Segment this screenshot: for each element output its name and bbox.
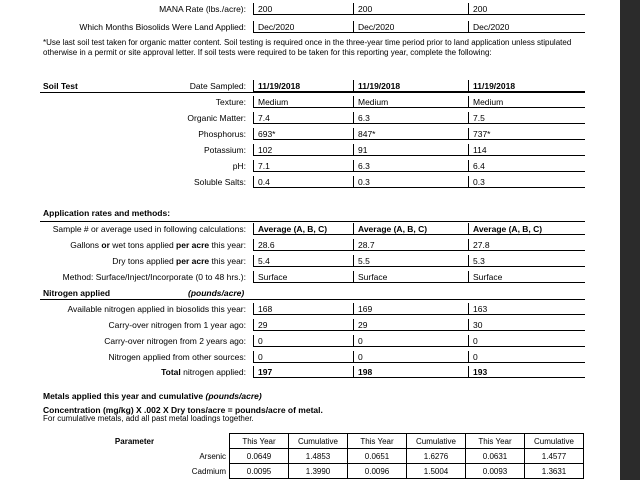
months-applied-row	[40, 21, 585, 33]
soil-row	[40, 128, 585, 140]
cell: 6.3	[353, 160, 468, 172]
cell: Medium	[353, 96, 468, 108]
cell: 169	[353, 303, 468, 315]
cell: 0.0095	[230, 464, 289, 479]
row-label: Available nitrogen applied in biosolids this year:	[67, 304, 246, 314]
cell: Average (A, B, C)	[253, 223, 353, 235]
row-label: Sample # or average used in following calculations:	[52, 224, 246, 234]
cell: 7.5	[468, 112, 585, 124]
divider	[40, 221, 585, 222]
row-label: Phosphorus:	[198, 129, 246, 139]
cell: 5.3	[468, 255, 585, 267]
soil-row	[40, 176, 585, 188]
cell: 5.5	[353, 255, 468, 267]
divider	[40, 92, 585, 93]
cell: 7.4	[253, 112, 353, 124]
cell: 200	[353, 3, 468, 15]
cell: 7.1	[253, 160, 353, 172]
cell: Average (A, B, C)	[468, 223, 585, 235]
row-label: Soluble Salts:	[194, 177, 246, 187]
cell: 6.3	[353, 112, 468, 124]
cell: 114	[468, 144, 585, 156]
nitrogen-row	[40, 303, 585, 315]
header-cell: Cumulative	[289, 434, 348, 449]
row-label: Date Sampled:	[189, 81, 246, 91]
metals-table	[40, 433, 584, 479]
metals-heading: Metals applied this year and cumulative (pounds/acre)	[43, 391, 262, 401]
cell: Surface	[253, 271, 353, 283]
cell: 27.8	[468, 239, 585, 251]
cell: 163	[468, 303, 585, 315]
soil-row	[40, 112, 585, 124]
cell: 0.0651	[348, 449, 407, 464]
application-heading: Application rates and methods:	[43, 208, 171, 218]
cell: Dec/2020	[253, 21, 353, 33]
cell: 693*	[253, 128, 353, 140]
cell: 198	[353, 366, 468, 378]
cell: 200	[253, 3, 353, 15]
cell: Surface	[353, 271, 468, 283]
soil-row	[40, 96, 585, 108]
soil-row	[40, 144, 585, 156]
app-row	[40, 223, 585, 235]
cell: 29	[253, 319, 353, 331]
cell: 0	[253, 335, 353, 347]
nitrogen-heading-row	[40, 287, 585, 299]
mana-rate-row	[40, 3, 585, 15]
row-label: Carry-over nitrogen from 1 year ago:	[108, 320, 246, 330]
cell: 1.4577	[525, 449, 584, 464]
row-label: Gallons or wet tons applied per acre this year:	[70, 240, 246, 250]
cell: Surface	[468, 271, 585, 283]
row-label: Carry-over nitrogen from 2 years ago:	[104, 336, 246, 346]
cell: 28.7	[353, 239, 468, 251]
app-row	[40, 239, 585, 251]
cell: 30	[468, 319, 585, 331]
metals-header-row	[40, 434, 584, 449]
row-label: Texture:	[215, 97, 246, 107]
metals-formula: Concentration (mg/kg) X .002 X Dry tons/acre = pounds/acre of metal.	[43, 405, 323, 415]
cell: Dec/2020	[353, 21, 468, 33]
header-cell: This Year	[230, 434, 289, 449]
divider	[40, 299, 585, 300]
cell: 0.3	[468, 176, 585, 188]
cell: 102	[253, 144, 353, 156]
cell: Medium	[468, 96, 585, 108]
cell: 847*	[353, 128, 468, 140]
nitrogen-total-row	[40, 366, 585, 378]
metals-row	[40, 449, 584, 464]
soil-date-row	[40, 80, 585, 92]
header-cell: Cumulative	[525, 434, 584, 449]
cell: 5.4	[253, 255, 353, 267]
row-label: MANA Rate (lbs./acre):	[159, 4, 246, 14]
row-label: Method: Surface/Inject/Incorporate (0 to 48 hrs.):	[62, 272, 246, 282]
header-cell: Cumulative	[407, 434, 466, 449]
cell: 29	[353, 319, 468, 331]
soil-test-heading: Soil Test	[43, 81, 78, 91]
app-row	[40, 255, 585, 267]
row-label: Potassium:	[203, 145, 246, 155]
row-label: pH:	[232, 161, 246, 171]
cell: 0	[468, 335, 585, 347]
cell: 1.4853	[289, 449, 348, 464]
row-label: Which Months Biosolids Were Land Applied:	[79, 22, 246, 32]
cell: 0	[353, 335, 468, 347]
row-label: Nitrogen applied from other sources:	[108, 352, 246, 362]
header-cell: This Year	[348, 434, 407, 449]
metals-note: For cumulative metals, add all past metal loadings together.	[43, 414, 254, 423]
cell: Average (A, B, C)	[353, 223, 468, 235]
metal-name: Cadmium	[191, 466, 226, 476]
nitrogen-row	[40, 351, 585, 363]
cell: 0	[253, 351, 353, 363]
cell: 0.3	[353, 176, 468, 188]
scrollbar-track[interactable]	[620, 0, 640, 480]
cell: 11/19/2018	[253, 80, 353, 92]
soil-row	[40, 160, 585, 172]
cell: 168	[253, 303, 353, 315]
nitrogen-units: (pounds/acre)	[188, 288, 245, 298]
cell: 0.0096	[348, 464, 407, 479]
cell: 1.3990	[289, 464, 348, 479]
cell: 1.3631	[525, 464, 584, 479]
cell: 1.5004	[407, 464, 466, 479]
metals-row	[40, 464, 584, 479]
cell: 0	[353, 351, 468, 363]
header-cell: This Year	[466, 434, 525, 449]
cell: Medium	[253, 96, 353, 108]
cell: 0	[468, 351, 585, 363]
cell: 11/19/2018	[468, 80, 585, 92]
cell: 1.6276	[407, 449, 466, 464]
header-cell: Parameter	[114, 436, 155, 446]
row-label: Total nitrogen applied:	[161, 367, 246, 377]
app-row	[40, 271, 585, 283]
cell: 91	[353, 144, 468, 156]
cell: 0.4	[253, 176, 353, 188]
nitrogen-row	[40, 335, 585, 347]
soil-test-note: *Use last soil test taken for organic matter content. Soil testing is required once in the three-year time period prior to land application unless stipulated otherwise in a permit or site approval letter. If soil tests were required to be taken for this reporting year, complete the following:	[43, 38, 572, 57]
cell: 6.4	[468, 160, 585, 172]
cell: 737*	[468, 128, 585, 140]
cell: 193	[468, 366, 585, 378]
cell: 200	[468, 3, 585, 15]
cell: 0.0631	[466, 449, 525, 464]
cell: 0.0649	[230, 449, 289, 464]
cell: 197	[253, 366, 353, 378]
nitrogen-row	[40, 319, 585, 331]
metal-name: Arsenic	[199, 451, 226, 461]
cell: 0.0093	[466, 464, 525, 479]
nitrogen-heading: Nitrogen applied	[43, 288, 111, 298]
row-label: Organic Matter:	[187, 113, 246, 123]
cell: 11/19/2018	[353, 80, 468, 92]
cell: Dec/2020	[468, 21, 585, 33]
row-label: Dry tons applied per acre this year:	[112, 256, 246, 266]
cell: 28.6	[253, 239, 353, 251]
